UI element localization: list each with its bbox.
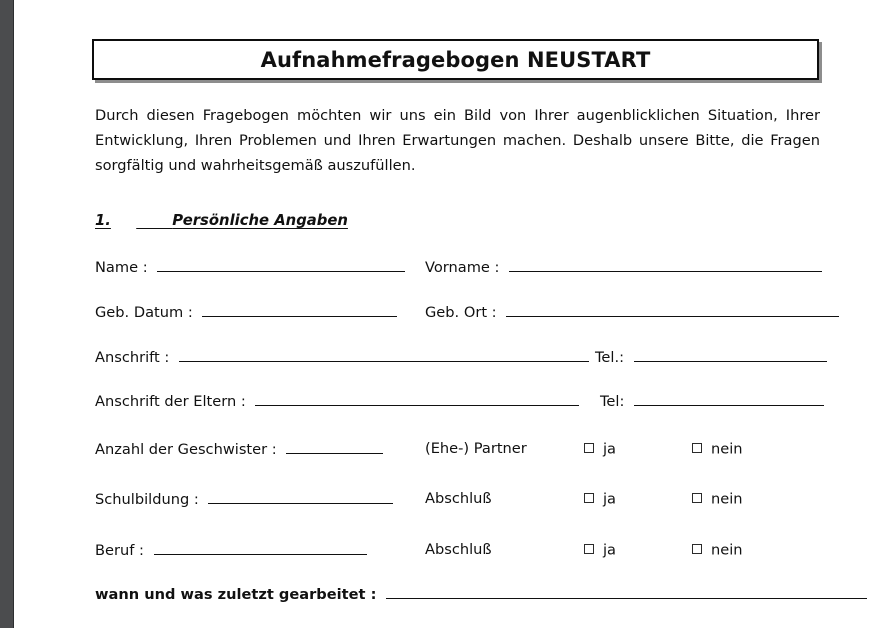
schulbildung-input-line[interactable]: [208, 490, 393, 504]
intro-paragraph: Durch diesen Fragebogen möchten wir uns ein Bild von Ihrer augenblicklichen Situation, Ihrer Entwicklung, Ihren Problemen und Ihren Erwartungen machen. Deshalb unsere Bitte, die Fragen sorgfältig und wahrheitsgemäß auszufüllen.: [95, 107, 820, 174]
geb-datum-input-line[interactable]: [202, 303, 397, 317]
abschluss2-label-wrap: [425, 541, 492, 558]
row-geschwister: [95, 440, 826, 462]
section-heading-gap: [111, 212, 172, 229]
abschluss2-no-option[interactable]: [692, 541, 743, 559]
row-geburt: [95, 303, 826, 325]
beruf-label: Beruf :: [95, 542, 144, 559]
abschluss1-yes-option[interactable]: [584, 490, 616, 508]
anschrift-input-line[interactable]: [179, 348, 589, 362]
abschluss2-yes-option[interactable]: [584, 541, 616, 559]
vorname-group: [425, 258, 822, 276]
anschrift-label: Anschrift :: [95, 349, 170, 366]
tel2-label: Tel:: [600, 393, 625, 410]
partner-no-option[interactable]: [692, 440, 743, 458]
viewer-left-gutter: [0, 0, 14, 628]
section-number: 1.: [95, 212, 111, 229]
abschluss2-no-label: nein: [711, 541, 743, 559]
abschluss1-label-wrap: [425, 490, 492, 507]
document-page: [14, 0, 886, 628]
tel-label: Tel.:: [595, 349, 625, 366]
partner-yes-option[interactable]: [584, 440, 616, 458]
abschluss1-yes-label: ja: [603, 490, 616, 508]
vorname-label: Vorname :: [425, 259, 500, 276]
checkbox-icon[interactable]: [692, 443, 702, 453]
geschwister-label: Anzahl der Geschwister :: [95, 441, 277, 458]
tel2-input-line[interactable]: [634, 392, 824, 406]
abschluss-label-1: Abschluß: [425, 490, 492, 507]
abschluss2-yes-label: ja: [603, 541, 616, 559]
partner-label-wrap: [425, 440, 527, 457]
section-heading-text: Persönliche Angaben: [172, 212, 348, 229]
abschluss-label-2: Abschluß: [425, 541, 492, 558]
row-schulbildung: [95, 490, 826, 512]
anschrift-eltern-input-line[interactable]: [255, 392, 579, 406]
partner-no-label: nein: [711, 440, 743, 458]
partner-yes-label: ja: [603, 440, 616, 458]
partner-label: (Ehe-) Partner: [425, 440, 527, 457]
geb-datum-label: Geb. Datum :: [95, 304, 193, 321]
zuletzt-gearbeitet-input-line[interactable]: [386, 585, 867, 599]
geb-ort-input-line[interactable]: [506, 303, 839, 317]
tel2-group: [600, 392, 824, 410]
row-anschrift: [95, 348, 826, 370]
row-name: [95, 258, 826, 280]
page-title: Aufnahmefragebogen NEUSTART: [260, 47, 651, 72]
checkbox-icon[interactable]: [584, 493, 594, 503]
title-box: [92, 39, 819, 80]
anschrift-eltern-label: Anschrift der Eltern :: [95, 393, 246, 410]
tel-input-line[interactable]: [634, 348, 827, 362]
row-anschrift-eltern: [95, 392, 826, 414]
checkbox-icon[interactable]: [692, 493, 702, 503]
beruf-input-line[interactable]: [154, 541, 367, 555]
geschwister-input-line[interactable]: [286, 440, 383, 454]
row-zuletzt-gearbeitet: [95, 585, 826, 607]
abschluss1-no-label: nein: [711, 490, 743, 508]
name-label: Name :: [95, 259, 148, 276]
row-beruf: [95, 541, 826, 563]
checkbox-icon[interactable]: [584, 443, 594, 453]
geb-ort-group: [425, 303, 839, 321]
schulbildung-label: Schulbildung :: [95, 491, 199, 508]
abschluss1-no-option[interactable]: [692, 490, 743, 508]
geb-ort-label: Geb. Ort :: [425, 304, 497, 321]
tel-group: [595, 348, 827, 366]
checkbox-icon[interactable]: [692, 544, 702, 554]
section-heading: [95, 212, 348, 229]
zuletzt-gearbeitet-label: wann und was zuletzt gearbeitet :: [95, 586, 377, 603]
vorname-input-line[interactable]: [509, 258, 822, 272]
name-input-line[interactable]: [157, 258, 405, 272]
checkbox-icon[interactable]: [584, 544, 594, 554]
